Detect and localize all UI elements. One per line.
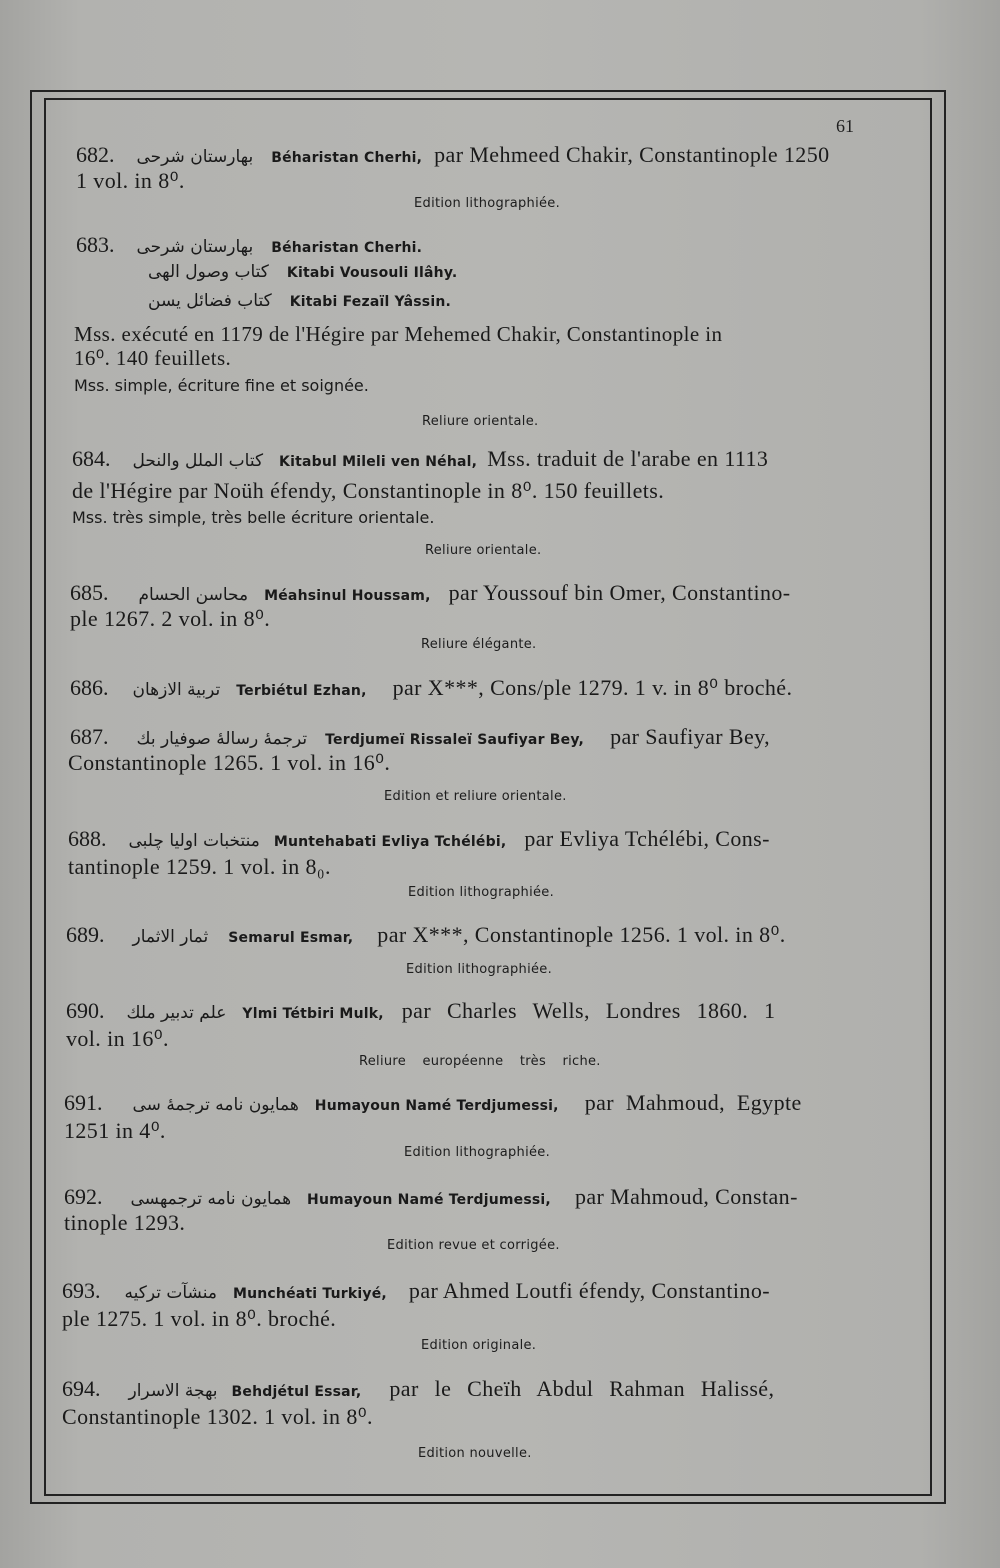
edition-note: Edition lithographiée.: [406, 962, 553, 977]
arabic-title: بهارستان شرحی: [136, 237, 254, 257]
arabic-title: بهارستان شرحی: [136, 147, 254, 167]
entry-number: 682.: [76, 142, 115, 167]
entry-number: 693.: [62, 1278, 101, 1303]
transliterated-title: Semarul Esmar,: [228, 930, 354, 946]
entry-line: [64, 1184, 798, 1210]
entry-line: [70, 580, 791, 606]
transliterated-title: Béharistan Cherhi,: [271, 150, 423, 166]
entry-details: Constantinople 1302. 1 vol. in 8⁰.: [62, 1404, 373, 1429]
entry-details: 1 vol. in 8⁰.: [76, 168, 185, 193]
entry-details: tinople 1293.: [64, 1210, 186, 1235]
transliterated-title: Kitabi Vousouli Ilâhy.: [286, 265, 458, 281]
entry-line: [66, 922, 786, 948]
entry-number: 684.: [72, 446, 111, 471]
arabic-title: ترجمهٔ رسالهٔ صوفيار بك: [136, 729, 308, 749]
entry-details: vol. in 16⁰.: [66, 1026, 169, 1051]
entry-number: 692.: [64, 1184, 103, 1209]
entry-details: par Evliya Tchélébi, Cons-: [524, 826, 770, 851]
entry-details: par Mahmoud, Constan-: [574, 1184, 798, 1209]
entry-number: 694.: [62, 1376, 101, 1401]
edition-note: Edition lithographiée.: [414, 196, 561, 211]
edition-note: Edition lithographiée.: [408, 885, 555, 900]
entry-line: [148, 262, 457, 282]
entry-details: par Saufiyar Bey,: [610, 724, 771, 749]
edition-note: Reliure orientale.: [425, 543, 542, 558]
edition-note: Edition lithographiée.: [404, 1145, 551, 1160]
transliterated-title: Ylmi Tétbiri Mulk,: [242, 1006, 384, 1022]
edition-note: Reliure orientale.: [422, 414, 539, 429]
entry-details: par le Cheïh Abdul Rahman Halissé,: [389, 1376, 775, 1401]
entry-description: Mss. simple, écriture fine et soignée.: [74, 376, 369, 395]
entry-line: [148, 291, 451, 311]
entry-details: par Mahmoud, Egypte: [584, 1090, 802, 1115]
entry-details: de l'Hégire par Noüh éfendy, Constantinople in 8⁰. 150 feuillets.: [72, 478, 665, 503]
entry-line: [70, 724, 770, 750]
entry-details: ple 1275. 1 vol. in 8⁰. broché.: [62, 1306, 337, 1331]
arabic-title: علم تدبير ملك: [126, 1003, 227, 1023]
entry-details: ple 1267. 2 vol. in 8⁰.: [70, 606, 271, 631]
arabic-title: همايون نامه ترجمهسى: [130, 1189, 292, 1209]
transliterated-title: Béharistan Cherhi.: [271, 240, 423, 256]
transliterated-title: Kitabul Mileli ven Néhal,: [279, 454, 478, 470]
arabic-title: كتاب الملل والنحل: [132, 451, 264, 471]
edition-note: Reliure élégante.: [421, 637, 537, 652]
transliterated-title: Munchéati Turkiyé,: [232, 1286, 387, 1302]
entry-details: 16⁰. 140 feuillets.: [74, 346, 232, 370]
transliterated-title: Kitabi Fezaïl Yâssin.: [289, 294, 452, 310]
arabic-title: كتاب وصول الهى: [148, 262, 269, 282]
entry-details: par X***, Cons/ple 1279. 1 v. in 8⁰ broché.: [392, 675, 793, 700]
transliterated-title: Humayoun Namé Terdjumessi,: [314, 1098, 559, 1114]
entry-line: [70, 675, 792, 701]
edition-note: Edition revue et corrigée.: [387, 1238, 560, 1253]
entry-line: [68, 826, 770, 852]
entry-details: tantinople 1259. 1 vol. in 8₀.: [68, 854, 331, 879]
transliterated-title: Muntehabati Evliya Tchélébi,: [273, 834, 507, 850]
entry-number: 691.: [64, 1090, 103, 1115]
entry-details: par X***, Constantinople 1256. 1 vol. in 8⁰.: [377, 922, 786, 947]
transliterated-title: Terbiétul Ezhan,: [236, 683, 367, 699]
entry-details: 1251 in 4⁰.: [64, 1118, 166, 1143]
edition-note: Edition nouvelle.: [418, 1446, 532, 1461]
entry-number: 690.: [66, 998, 105, 1023]
edition-note: Reliure européenne très riche.: [359, 1054, 601, 1069]
entry-description: Mss. très simple, très belle écriture orientale.: [72, 508, 435, 527]
entry-details: par Youssouf bin Omer, Constantino-: [448, 580, 791, 605]
transliterated-title: Behdjétul Essar,: [231, 1384, 362, 1400]
entry-number: 683.: [76, 232, 115, 257]
entry-number: 685.: [70, 580, 109, 605]
entry-details: Constantinople 1265. 1 vol. in 16⁰.: [68, 750, 391, 775]
transliterated-title: Humayoun Namé Terdjumessi,: [307, 1192, 551, 1208]
transliterated-title: Terdjumeï Rissaleï Saufiyar Bey,: [325, 732, 585, 748]
entry-number: 689.: [66, 922, 105, 947]
entry-details: par Mehmeed Chakir, Constantinople 1250: [434, 142, 830, 167]
entry-number: 687.: [70, 724, 109, 749]
entry-line: [76, 142, 830, 168]
arabic-title: محاسن الحسام: [138, 585, 249, 605]
entry-details: Mss. traduit de l'arabe en 1113: [487, 446, 769, 471]
arabic-title: تربية الازهان: [132, 680, 221, 700]
transliterated-title: Méahsinul Houssam,: [264, 588, 431, 604]
arabic-title: منشآت تركيه: [124, 1283, 217, 1303]
arabic-title: ثمار الاثمار: [132, 927, 209, 947]
entry-details: par Charles Wells, Londres 1860. 1: [401, 998, 776, 1023]
arabic-title: بهجة الاسرار: [128, 1381, 218, 1401]
entry-number: 688.: [68, 826, 107, 851]
entry-line: [62, 1376, 774, 1402]
entry-line: [72, 446, 768, 472]
entry-line: [62, 1278, 770, 1304]
edition-note: Edition originale.: [421, 1338, 537, 1353]
entry-line: [76, 232, 422, 258]
entry-line: [64, 1090, 802, 1116]
page-number: 61: [836, 116, 854, 136]
entry-line: [66, 998, 775, 1024]
arabic-title: كتاب فضائل يسن: [148, 291, 272, 311]
entry-number: 686.: [70, 675, 109, 700]
edition-note: Edition et reliure orientale.: [384, 789, 567, 804]
arabic-title: منتخبات اوليا چلبى: [128, 831, 260, 851]
entry-details: par Ahmed Loutfi éfendy, Constantino-: [408, 1278, 770, 1303]
arabic-title: همايون نامه ترجمهٔ سى: [132, 1095, 299, 1115]
entry-details: Mss. exécuté en 1179 de l'Hégire par Mehemed Chakir, Constantinople in: [74, 322, 723, 346]
